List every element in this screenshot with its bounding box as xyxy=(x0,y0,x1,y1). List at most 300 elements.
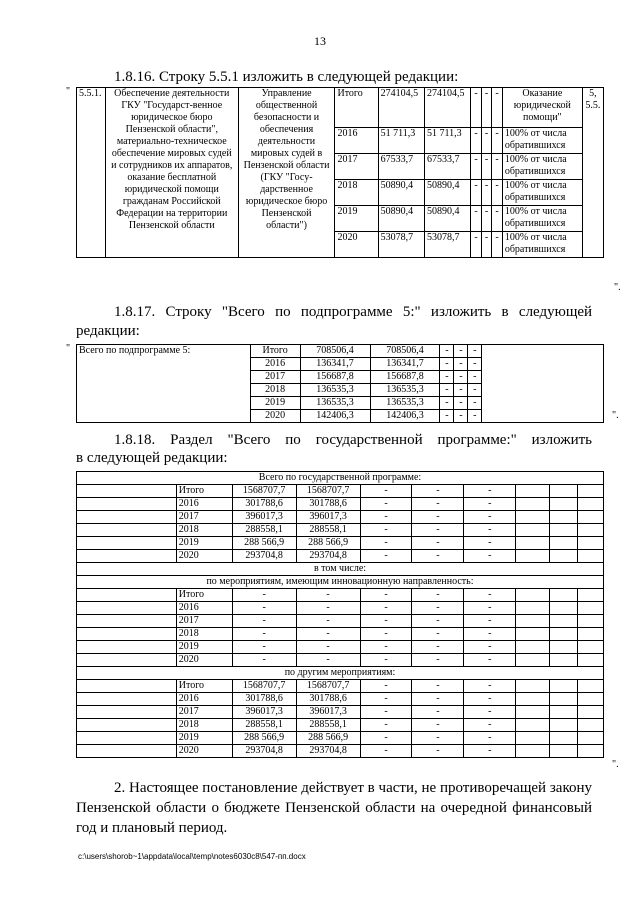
dash-cell: - xyxy=(360,589,412,602)
year-cell: 2017 xyxy=(176,615,232,628)
dash-cell: - xyxy=(471,180,482,206)
budget-cell: 51 711,3 xyxy=(424,128,470,154)
table-row xyxy=(77,719,604,732)
total-title-row xyxy=(77,472,604,485)
total-cell: 136341,7 xyxy=(300,358,370,371)
table-row xyxy=(77,693,604,706)
year-cell: 2018 xyxy=(176,719,232,732)
budget-cell: 142406,3 xyxy=(370,410,440,423)
dash-cell: - xyxy=(412,719,464,732)
budget-cell: 288558,1 xyxy=(296,719,360,732)
dash-cell: - xyxy=(481,128,492,154)
budget-cell: 293704,8 xyxy=(296,550,360,563)
empty-cell xyxy=(77,654,177,667)
dash-cell: - xyxy=(481,232,492,258)
total-cell: - xyxy=(232,628,296,641)
result-cell: 100% от числа обратившихся xyxy=(502,128,582,154)
dash-cell: - xyxy=(412,537,464,550)
empty-cell xyxy=(516,641,550,654)
dash-cell: - xyxy=(360,550,412,563)
dash-cell: - xyxy=(412,524,464,537)
dash-cell: - xyxy=(454,397,468,410)
indicator-cell: Оказание юридической помощи" xyxy=(502,88,582,128)
budget-cell: 1568707,7 xyxy=(296,485,360,498)
row-number: 5.5.1. xyxy=(77,88,106,258)
year-cell: 2019 xyxy=(176,732,232,745)
empty-cell xyxy=(77,615,177,628)
empty-cell xyxy=(578,485,604,498)
heading-word: 5:" xyxy=(402,304,421,320)
empty-cell xyxy=(516,537,550,550)
heading-word: изложить xyxy=(430,304,492,320)
empty-cell xyxy=(578,732,604,745)
budget-cell: - xyxy=(296,641,360,654)
empty-cell xyxy=(550,537,578,550)
budget-cell: 1568707,7 xyxy=(296,680,360,693)
dash-cell: - xyxy=(440,384,454,397)
empty-cell xyxy=(77,706,177,719)
year-cell: Итого xyxy=(176,680,232,693)
empty-cell xyxy=(550,498,578,511)
dash-cell: - xyxy=(440,397,454,410)
dash-cell: - xyxy=(471,88,482,128)
section-1-heading: 1.8.16. Строку 5.5.1 изложить в следующей редакции: xyxy=(114,69,459,85)
table-row xyxy=(77,88,604,128)
heading-word: по xyxy=(275,304,291,320)
heading-word: подпрограмме xyxy=(300,304,393,320)
year-cell: Итого xyxy=(176,485,232,498)
dash-cell: - xyxy=(440,358,454,371)
table-row xyxy=(77,641,604,654)
table-row xyxy=(77,511,604,524)
dash-cell: - xyxy=(471,154,482,180)
heading-word: Строку xyxy=(165,304,212,320)
empty-cell xyxy=(578,654,604,667)
total-cell: 136535,3 xyxy=(300,397,370,410)
budget-cell: 288 566,9 xyxy=(296,732,360,745)
table-row xyxy=(77,680,604,693)
dash-cell: - xyxy=(464,628,516,641)
empty-cell xyxy=(516,511,550,524)
dash-cell: - xyxy=(360,485,412,498)
budget-cell: 708506,4 xyxy=(370,345,440,358)
dash-cell: - xyxy=(492,128,503,154)
dash-cell: - xyxy=(454,345,468,358)
empty-cell xyxy=(578,706,604,719)
budget-cell: 396017,3 xyxy=(296,706,360,719)
dash-cell: - xyxy=(492,232,503,258)
dash-cell: - xyxy=(454,384,468,397)
section-3-table xyxy=(76,471,604,758)
year-cell: 2020 xyxy=(176,654,232,667)
empty-cell xyxy=(550,719,578,732)
empty-cell xyxy=(550,524,578,537)
empty-cell xyxy=(77,628,177,641)
empty-cell xyxy=(516,589,550,602)
empty-cell xyxy=(516,680,550,693)
year-cell: 2019 xyxy=(176,537,232,550)
total-cell: - xyxy=(232,602,296,615)
budget-cell: 293704,8 xyxy=(296,745,360,758)
dash-cell: - xyxy=(360,511,412,524)
closing-paragraph: 2. Настоящее постановление действует в части, не противоречащей закону Пензенской области о бюджете Пензенской области на очередной финансовый год и плановый период. xyxy=(76,780,592,836)
budget-cell: 301788,6 xyxy=(296,498,360,511)
empty-cell xyxy=(516,615,550,628)
dash-cell: - xyxy=(412,602,464,615)
empty-cell xyxy=(482,345,604,423)
budget-cell: 136535,3 xyxy=(370,384,440,397)
empty-cell xyxy=(516,602,550,615)
budget-cell: - xyxy=(296,602,360,615)
empty-cell xyxy=(578,498,604,511)
table-row xyxy=(77,615,604,628)
budget-cell: 136535,3 xyxy=(370,397,440,410)
dash-cell: - xyxy=(360,693,412,706)
dash-cell: - xyxy=(481,180,492,206)
total-cell: 301788,6 xyxy=(232,498,296,511)
dash-cell: - xyxy=(454,371,468,384)
total-title-row-cell: Всего по государственной программе: xyxy=(77,472,604,485)
year-cell: 2016 xyxy=(176,602,232,615)
dash-cell: - xyxy=(464,511,516,524)
dash-cell: - xyxy=(468,410,482,423)
heading-word: "Всего xyxy=(221,304,265,320)
dash-cell: - xyxy=(471,232,482,258)
year-cell: 2016 xyxy=(176,498,232,511)
empty-cell xyxy=(578,511,604,524)
heading-word: "Всего xyxy=(227,432,271,448)
dash-cell: - xyxy=(412,589,464,602)
empty-cell xyxy=(550,550,578,563)
year-cell: 2020 xyxy=(176,745,232,758)
result-cell: 100% от числа обратившихся xyxy=(502,154,582,180)
budget-cell: - xyxy=(296,615,360,628)
dash-cell: - xyxy=(360,654,412,667)
measure-description: Обеспечение деятельности ГКУ "Государст-венное юридическое бюро Пензенской области", материально-техническое обеспечение мировых судей и сотрудников их аппаратов, оказание бесплатной юридической помощи гражданам Российской Федерации на территории Пензенской области xyxy=(105,88,238,258)
result-cell: 100% от числа обратившихся xyxy=(502,206,582,232)
empty-cell xyxy=(550,628,578,641)
dash-cell: - xyxy=(481,206,492,232)
empty-cell xyxy=(77,537,177,550)
section-2-table xyxy=(76,344,604,423)
empty-cell xyxy=(578,550,604,563)
page-number: 13 xyxy=(314,34,326,48)
total-cell: 50890,4 xyxy=(378,180,424,206)
empty-cell xyxy=(516,745,550,758)
empty-cell xyxy=(578,524,604,537)
budget-cell: 53078,7 xyxy=(424,232,470,258)
empty-cell xyxy=(550,745,578,758)
dash-cell: - xyxy=(492,180,503,206)
empty-cell xyxy=(550,485,578,498)
table-row xyxy=(77,654,604,667)
table-row xyxy=(77,602,604,615)
year-cell: 2017 xyxy=(335,154,378,180)
dash-cell: - xyxy=(471,206,482,232)
dash-cell: - xyxy=(464,745,516,758)
empty-cell xyxy=(516,706,550,719)
year-cell: 2016 xyxy=(176,693,232,706)
subprogram-label: Всего по подпрограмме 5: xyxy=(77,345,251,423)
dash-cell: - xyxy=(412,680,464,693)
dash-cell: - xyxy=(471,128,482,154)
total-cell: 1568707,7 xyxy=(232,485,296,498)
other-title-row xyxy=(77,667,604,680)
table-row xyxy=(77,706,604,719)
dash-cell: - xyxy=(468,345,482,358)
heading-word: следующей xyxy=(518,304,593,320)
open-quote: " xyxy=(66,86,71,97)
empty-cell xyxy=(77,745,177,758)
budget-cell: - xyxy=(296,628,360,641)
year-cell: Итого xyxy=(176,589,232,602)
total-cell: 301788,6 xyxy=(232,693,296,706)
dash-cell: - xyxy=(468,397,482,410)
empty-cell xyxy=(578,602,604,615)
year-cell: 2017 xyxy=(176,706,232,719)
empty-cell xyxy=(516,732,550,745)
total-cell: 136535,3 xyxy=(300,384,370,397)
other-title-row-cell: по другим мероприятиям: xyxy=(77,667,604,680)
dash-cell: - xyxy=(492,154,503,180)
dash-cell: - xyxy=(412,485,464,498)
year-cell: Итого xyxy=(250,345,300,358)
section-3-heading xyxy=(114,431,592,450)
budget-cell: 50890,4 xyxy=(424,206,470,232)
year-cell: 2016 xyxy=(335,128,378,154)
empty-cell xyxy=(578,628,604,641)
empty-cell xyxy=(77,550,177,563)
heading-word: 1.8.17. xyxy=(114,304,156,320)
empty-cell xyxy=(550,602,578,615)
empty-cell xyxy=(550,693,578,706)
result-cell: 100% от числа обратившихся xyxy=(502,180,582,206)
dash-cell: - xyxy=(492,206,503,232)
dash-cell: - xyxy=(412,693,464,706)
budget-cell: 396017,3 xyxy=(296,511,360,524)
total-cell: 288558,1 xyxy=(232,524,296,537)
heading-word: Раздел xyxy=(170,432,213,448)
total-cell: 396017,3 xyxy=(232,706,296,719)
dash-cell: - xyxy=(360,745,412,758)
year-cell: 2019 xyxy=(250,397,300,410)
empty-cell xyxy=(77,485,177,498)
year-cell: 2018 xyxy=(250,384,300,397)
dash-cell: - xyxy=(440,410,454,423)
total-cell: 274104,5 xyxy=(378,88,424,128)
dash-cell: - xyxy=(464,732,516,745)
close-quote: ". xyxy=(614,282,621,293)
footer-file-path: c:\users\shorob~1\appdata\local\temp\notes6030c8\547-пп.docx xyxy=(78,852,306,861)
total-cell: 708506,4 xyxy=(300,345,370,358)
dash-cell: - xyxy=(412,615,464,628)
dash-cell: - xyxy=(464,485,516,498)
heading-word: государственной xyxy=(315,432,423,448)
budget-cell: - xyxy=(296,589,360,602)
dash-cell: - xyxy=(360,628,412,641)
budget-cell: - xyxy=(296,654,360,667)
dash-cell: - xyxy=(412,654,464,667)
empty-cell xyxy=(516,628,550,641)
dash-cell: - xyxy=(440,371,454,384)
dash-cell: - xyxy=(360,680,412,693)
total-cell: 293704,8 xyxy=(232,550,296,563)
total-cell: 50890,4 xyxy=(378,206,424,232)
dash-cell: - xyxy=(360,641,412,654)
dash-cell: - xyxy=(464,706,516,719)
heading-word: изложить xyxy=(531,432,593,448)
empty-cell xyxy=(550,680,578,693)
table-row xyxy=(77,345,604,358)
dash-cell: - xyxy=(412,550,464,563)
empty-cell xyxy=(578,589,604,602)
dash-cell: - xyxy=(464,602,516,615)
total-cell: - xyxy=(232,654,296,667)
table-row xyxy=(77,745,604,758)
dash-cell: - xyxy=(360,537,412,550)
dash-cell: - xyxy=(464,550,516,563)
year-cell: 2018 xyxy=(176,628,232,641)
table-row xyxy=(77,524,604,537)
dash-cell: - xyxy=(464,641,516,654)
section-1-table xyxy=(76,87,604,258)
empty-cell xyxy=(77,641,177,654)
dash-cell: - xyxy=(464,537,516,550)
section-3-heading-line2: в следующей редакции: xyxy=(76,450,228,466)
dash-cell: - xyxy=(464,654,516,667)
table-row xyxy=(77,628,604,641)
empty-cell xyxy=(516,550,550,563)
reference-cell: 5, 5.5. xyxy=(582,88,603,258)
empty-cell xyxy=(550,589,578,602)
empty-cell xyxy=(516,693,550,706)
dash-cell: - xyxy=(360,615,412,628)
dash-cell: - xyxy=(412,641,464,654)
empty-cell xyxy=(550,706,578,719)
empty-cell xyxy=(77,693,177,706)
total-cell: 53078,7 xyxy=(378,232,424,258)
empty-cell xyxy=(578,615,604,628)
empty-cell xyxy=(77,498,177,511)
budget-cell: 156687,8 xyxy=(370,371,440,384)
empty-cell xyxy=(550,654,578,667)
total-cell: 396017,3 xyxy=(232,511,296,524)
table-row xyxy=(77,537,604,550)
year-cell: 2016 xyxy=(250,358,300,371)
budget-cell: 67533,7 xyxy=(424,154,470,180)
table-row xyxy=(77,732,604,745)
dash-cell: - xyxy=(412,511,464,524)
budget-cell: 274104,5 xyxy=(424,88,470,128)
empty-cell xyxy=(578,719,604,732)
empty-cell xyxy=(550,641,578,654)
empty-cell xyxy=(578,641,604,654)
year-cell: 2017 xyxy=(250,371,300,384)
empty-cell xyxy=(77,719,177,732)
empty-cell xyxy=(578,745,604,758)
dash-cell: - xyxy=(360,524,412,537)
including-title-row-cell: в том числе: xyxy=(77,563,604,576)
empty-cell xyxy=(550,511,578,524)
empty-cell xyxy=(578,693,604,706)
year-cell: 2019 xyxy=(335,206,378,232)
dash-cell: - xyxy=(468,358,482,371)
dash-cell: - xyxy=(464,615,516,628)
heading-word: в xyxy=(501,304,509,320)
result-cell: 100% от числа обратившихся xyxy=(502,232,582,258)
year-cell: Итого xyxy=(335,88,378,128)
year-cell: 2020 xyxy=(335,232,378,258)
heading-word: 1.8.18. xyxy=(114,432,156,448)
dash-cell: - xyxy=(464,680,516,693)
year-cell: 2020 xyxy=(176,550,232,563)
close-quote-2: ". xyxy=(612,410,619,421)
year-cell: 2019 xyxy=(176,641,232,654)
total-cell: 51 711,3 xyxy=(378,128,424,154)
section-2-heading xyxy=(114,303,592,322)
total-cell: 293704,8 xyxy=(232,745,296,758)
dash-cell: - xyxy=(360,498,412,511)
empty-cell xyxy=(516,719,550,732)
dash-cell: - xyxy=(360,602,412,615)
table-row xyxy=(77,498,604,511)
dash-cell: - xyxy=(412,745,464,758)
dash-cell: - xyxy=(360,719,412,732)
dash-cell: - xyxy=(468,384,482,397)
dash-cell: - xyxy=(454,410,468,423)
dash-cell: - xyxy=(454,358,468,371)
total-cell: 288558,1 xyxy=(232,719,296,732)
budget-cell: 136341,7 xyxy=(370,358,440,371)
table-row xyxy=(77,485,604,498)
total-cell: 1568707,7 xyxy=(232,680,296,693)
dash-cell: - xyxy=(464,498,516,511)
dash-cell: - xyxy=(360,706,412,719)
close-quote-3: ". xyxy=(612,759,619,770)
empty-cell xyxy=(578,680,604,693)
budget-cell: 301788,6 xyxy=(296,693,360,706)
year-cell: 2020 xyxy=(250,410,300,423)
dash-cell: - xyxy=(412,706,464,719)
empty-cell xyxy=(77,602,177,615)
innovation-title-row-cell: по мероприятиям, имеющим инновационную направленность: xyxy=(77,576,604,589)
dash-cell: - xyxy=(464,719,516,732)
empty-cell xyxy=(550,615,578,628)
total-cell: - xyxy=(232,589,296,602)
total-cell: 142406,3 xyxy=(300,410,370,423)
budget-cell: 50890,4 xyxy=(424,180,470,206)
budget-cell: 288558,1 xyxy=(296,524,360,537)
total-cell: 288 566,9 xyxy=(232,537,296,550)
dash-cell: - xyxy=(440,345,454,358)
dash-cell: - xyxy=(481,154,492,180)
year-cell: 2018 xyxy=(335,180,378,206)
year-cell: 2017 xyxy=(176,511,232,524)
heading-word: по xyxy=(285,432,301,448)
responsible-executor: Управление общественной безопасности и обеспечения деятельности мировых судей в Пензенской области (ГКУ "Госу-дарственное юридическое бюро Пензенской области") xyxy=(238,88,335,258)
total-cell: 288 566,9 xyxy=(232,732,296,745)
innovation-title-row xyxy=(77,576,604,589)
including-title-row xyxy=(77,563,604,576)
dash-cell: - xyxy=(464,524,516,537)
dash-cell: - xyxy=(464,589,516,602)
empty-cell xyxy=(77,680,177,693)
empty-cell xyxy=(516,485,550,498)
total-cell: - xyxy=(232,615,296,628)
empty-cell xyxy=(550,732,578,745)
dash-cell: - xyxy=(492,88,503,128)
empty-cell xyxy=(516,524,550,537)
